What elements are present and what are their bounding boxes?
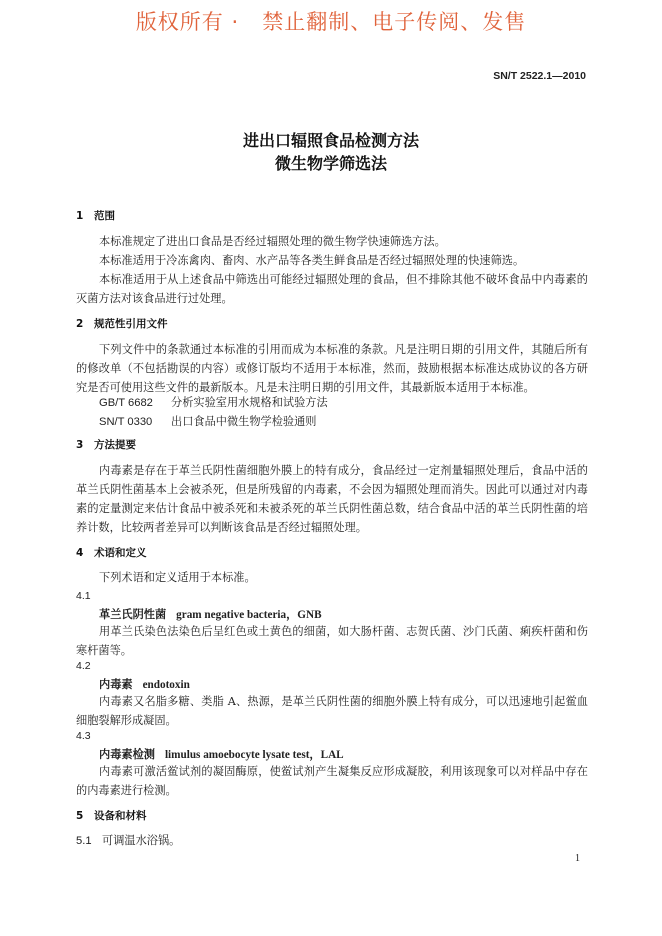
- page-number: 1: [575, 853, 580, 864]
- term-chinese: 内毒素检测: [99, 747, 155, 761]
- term-number: 4.3: [76, 730, 91, 742]
- term-number: 4.2: [76, 660, 91, 672]
- section-4-heading: [76, 545, 147, 560]
- reference-code: GB/T 6682: [99, 397, 153, 409]
- section-number: 3: [76, 439, 84, 451]
- section-1-paragraph-3: 本标准适用于从上述食品中筛选出可能经过辐照处理的食品，但不排除其他不破坏食品中内毒素的灭菌方法对该食品进行过处理。: [76, 273, 588, 305]
- section-3-heading: [76, 437, 136, 452]
- section-number: 2: [76, 318, 84, 330]
- section-1-paragraph-2: 本标准适用于冷冻禽肉、畜肉、水产品等各类生鲜食品是否经过辐照处理的快速筛选。: [99, 254, 525, 267]
- term-chinese: 革兰氏阴性菌: [99, 607, 167, 621]
- section-1-paragraph-1: 本标准规定了进出口食品是否经过辐照处理的微生物学快速筛选方法。: [99, 235, 446, 248]
- document-subtitle: 微生物学筛选法: [274, 154, 387, 173]
- section-1-heading: [76, 208, 115, 223]
- reference-item: [99, 394, 328, 410]
- reference-code: SN/T 0330: [99, 416, 153, 428]
- section-5-heading: [76, 808, 147, 823]
- document-title: 进出口辐照食品检测方法: [242, 131, 419, 150]
- section-3-paragraph-1: 内毒素是存在于革兰氏阴性菌细胞外膜上的特有成分，食品经过一定剂量辐照处理后，食品中活的革兰氏阴性菌基本上会被杀死，但是所残留的内毒素，不会因为辐照处理而消失。因此可以通过对内毒素的定量测定来估计食品中被杀死和未被杀死的革兰氏阴性菌总数，结合食品中活的革兰氏阴性菌的培养计数，比较两者差异可以判断该食品是否经过辐照处理。: [76, 464, 588, 534]
- term-definition: 内毒素可激活鲎试剂的凝固酶原，使鲎试剂产生凝集反应形成凝胶，利用该现象可以对样品中存在的内毒素进行检测。: [76, 765, 588, 797]
- copyright-watermark: 版权所有 · 禁止翻制、电子传阅、发售: [135, 10, 527, 34]
- term-number: 4.1: [76, 590, 91, 602]
- equipment-text: 可调温水浴锅。: [102, 834, 181, 847]
- reference-title: 出口食品中微生物学检验通则: [171, 415, 317, 428]
- section-number: 1: [76, 210, 84, 222]
- section-number: 4: [76, 547, 84, 559]
- section-2-paragraph-1: 下列文件中的条款通过本标准的引用而成为本标准的条款。凡是注明日期的引用文件，其随后所有的修改单（不包括勘误的内容）或修订版均不适用于本标准，然而，鼓励根据本标准达成协议的各方研究是否可使用这些文件的最新版本。凡是未注明日期的引用文件，其最新版本适用于本标准。: [76, 343, 588, 394]
- term-definition: 用革兰氏染色法染色后呈红色或土黄色的细菌，如大肠杆菌、志贺氏菌、沙门氏菌、痢疾杆菌和伤寒杆菌等。: [76, 625, 588, 657]
- section-title: 方法提要: [94, 439, 136, 451]
- section-title: 范围: [94, 210, 115, 222]
- term-english: gram negative bacteria，GNB: [176, 609, 322, 621]
- term-english: endotoxin: [142, 679, 190, 691]
- standard-number: SN/T 2522.1—2010: [493, 70, 586, 82]
- term-english: limulus amoebocyte lysate test，LAL: [164, 749, 344, 761]
- reference-title: 分析实验室用水规格和试验方法: [171, 396, 328, 409]
- section-title: 设备和材料: [94, 810, 147, 822]
- term-chinese: 内毒素: [99, 677, 133, 691]
- equipment-item: [76, 832, 180, 848]
- term-heading: [99, 676, 190, 692]
- term-heading: [99, 746, 344, 762]
- reference-item: [99, 413, 316, 429]
- section-2-heading: [76, 316, 168, 331]
- term-heading: [99, 606, 322, 622]
- section-title: 规范性引用文件: [94, 318, 168, 330]
- section-title: 术语和定义: [94, 547, 147, 559]
- term-definition: 内毒素又名脂多糖、类脂 A、热源，是革兰氏阴性菌的细胞外膜上特有成分，可以迅速地引起鲎血细胞裂解形成凝固。: [76, 695, 588, 727]
- section-4-intro: 下列术语和定义适用于本标准。: [99, 571, 256, 584]
- section-number: 5: [76, 810, 84, 822]
- equipment-number: 5.1: [76, 835, 92, 847]
